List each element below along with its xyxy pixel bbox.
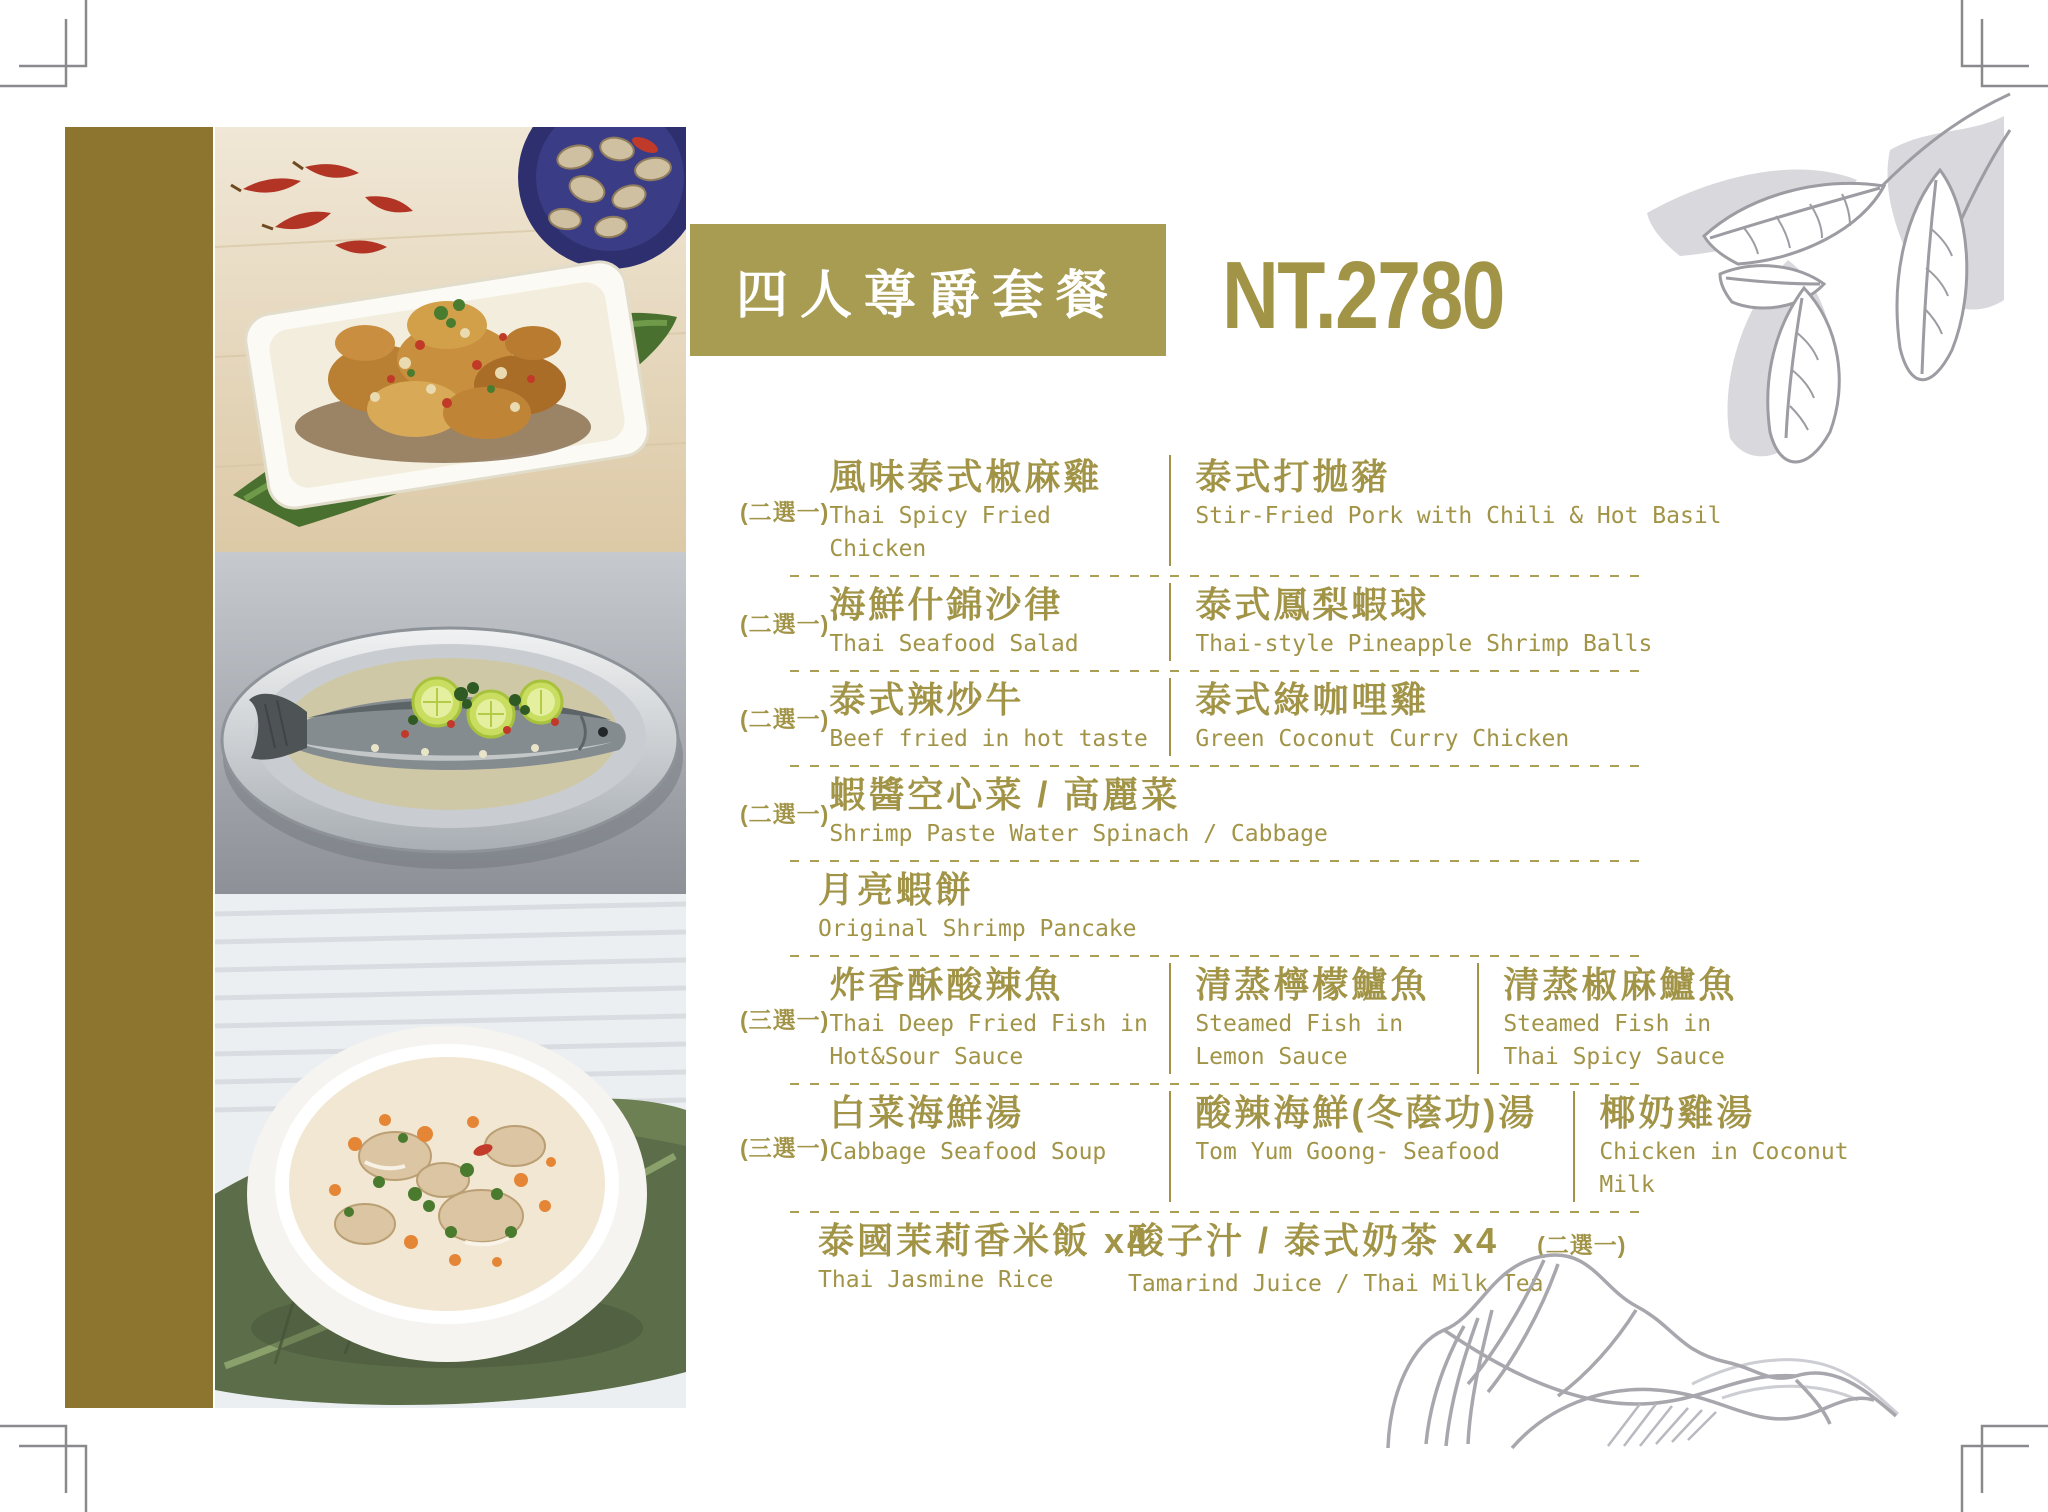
- dish-name-cn: 清蒸椒麻鱸魚: [1503, 964, 1738, 1005]
- dish-name-cn: 泰國茉莉香米飯 x4: [818, 1220, 1151, 1261]
- dish-name-cn-text: 酸子汁 / 泰式奶茶 x4: [1128, 1220, 1500, 1261]
- dish-name-en: Thai-style Pineapple Shrimp Balls: [1195, 631, 1653, 657]
- dish-name-en: Shrimp Paste Water Spinach / Cabbage: [829, 821, 1328, 847]
- crop-mark-top-left-icon: [0, 0, 90, 90]
- set-title-box: [690, 224, 1166, 356]
- choice-label: (二選一): [740, 705, 830, 732]
- dish-name-cn: 蝦醬空心菜 / 高麗菜: [829, 774, 1181, 815]
- dish-name-en: Steamed Fish in Lemon Sauce: [1195, 1011, 1404, 1070]
- menu-item: [1169, 963, 1477, 1074]
- dish-name-cn: 海鮮什錦沙律: [829, 584, 1064, 625]
- dish-name-en: Green Coconut Curry Chicken: [1195, 726, 1570, 752]
- menu-item: [818, 868, 1925, 946]
- menu-row: [740, 767, 1925, 860]
- dish-name-en: Thai Spicy Fried Chicken: [829, 503, 1051, 562]
- dish-name-cn: 泰式辣炒牛: [829, 679, 1025, 720]
- dish-name-cn: 泰式打拋豬: [1195, 456, 1391, 497]
- menu-row: [740, 862, 1925, 955]
- set-price: NT.2780: [1222, 242, 1504, 349]
- menu-row: [740, 672, 1925, 765]
- choice-label: (三選一): [740, 1007, 830, 1033]
- menu-item: [829, 455, 1169, 566]
- menu-item: [829, 963, 1169, 1074]
- dish-name-en: Tom Yum Goong- Seafood: [1195, 1139, 1500, 1165]
- choice-label: (二選一): [740, 610, 830, 637]
- dish-name-cn: 椰奶雞湯: [1599, 1092, 1756, 1133]
- crop-mark-top-right-icon: [1958, 0, 2048, 90]
- dish-name-en: Thai Deep Fried Fish in Hot&Sour Sauce: [829, 1011, 1148, 1070]
- dish-name-cn: 月亮蝦餅: [818, 869, 975, 910]
- dish-name-en: Thai Jasmine Rice: [818, 1267, 1054, 1293]
- set-title: 四人尊爵套餐: [735, 266, 1120, 325]
- dish-name-cn: 清蒸檸檬鱸魚: [1195, 964, 1430, 1005]
- choice-label: [740, 1219, 818, 1301]
- menu-item: [829, 583, 1169, 661]
- menu-item: [829, 678, 1169, 756]
- dish-name-cn: 泰式綠咖哩雞: [1195, 679, 1430, 720]
- menu-item: [1169, 678, 1925, 756]
- choice-label: [740, 868, 818, 946]
- choice-label: (三選一): [740, 1135, 830, 1161]
- menu-row: [740, 577, 1925, 670]
- dish-name-cn: 炸香酥酸辣魚: [829, 964, 1064, 1005]
- menu-item: [1477, 963, 1773, 1074]
- menu-item: [829, 773, 1925, 851]
- gold-side-bar: [65, 127, 213, 1408]
- leaf-art-icon: [1592, 88, 2012, 488]
- dish-name-en: Thai Seafood Salad: [829, 631, 1079, 657]
- menu-item: [1169, 1091, 1573, 1202]
- dish-name-en: Stir-Fried Pork with Chili & Hot Basil: [1195, 503, 1722, 529]
- menu-item: [829, 1091, 1169, 1202]
- photo-fried-chicken: [215, 127, 686, 552]
- photo-steamed-fish: [215, 552, 686, 894]
- dish-name-en: Cabbage Seafood Soup: [829, 1139, 1107, 1165]
- dish-name-cn: 風味泰式椒麻雞: [829, 456, 1103, 497]
- crop-mark-bottom-left-icon: [0, 1422, 90, 1512]
- dish-name-en: Chicken in Coconut Milk: [1599, 1139, 1849, 1198]
- menu-row: [740, 957, 1925, 1083]
- dish-name-en: Beef fried in hot taste: [829, 726, 1148, 752]
- dish-name-en: Tamarind Juice / Thai Milk Tea: [1128, 1271, 1544, 1297]
- menu-list: [740, 449, 1925, 1310]
- wave-art-icon: [1372, 1232, 1912, 1462]
- dish-name-cn: 白菜海鮮湯: [829, 1092, 1025, 1133]
- dish-name-cn: 酸辣海鮮(冬蔭功)湯: [1195, 1092, 1538, 1133]
- menu-row: [740, 1085, 1925, 1211]
- dish-name-en: Original Shrimp Pancake: [818, 916, 1137, 942]
- photo-coconut-soup: [215, 894, 686, 1408]
- crop-mark-bottom-right-icon: [1958, 1422, 2048, 1512]
- dish-name-cn: 泰式鳳梨蝦球: [1195, 584, 1430, 625]
- menu-item: [1169, 583, 1925, 661]
- menu-item: [1573, 1091, 1925, 1202]
- choice-label: (二選一): [740, 800, 830, 827]
- choice-label-inline: (二選一): [1537, 1232, 1627, 1258]
- choice-label: (二選一): [740, 499, 830, 525]
- dish-name-en: Steamed Fish in Thai Spicy Sauce: [1503, 1011, 1725, 1070]
- menu-item: [818, 1219, 1151, 1301]
